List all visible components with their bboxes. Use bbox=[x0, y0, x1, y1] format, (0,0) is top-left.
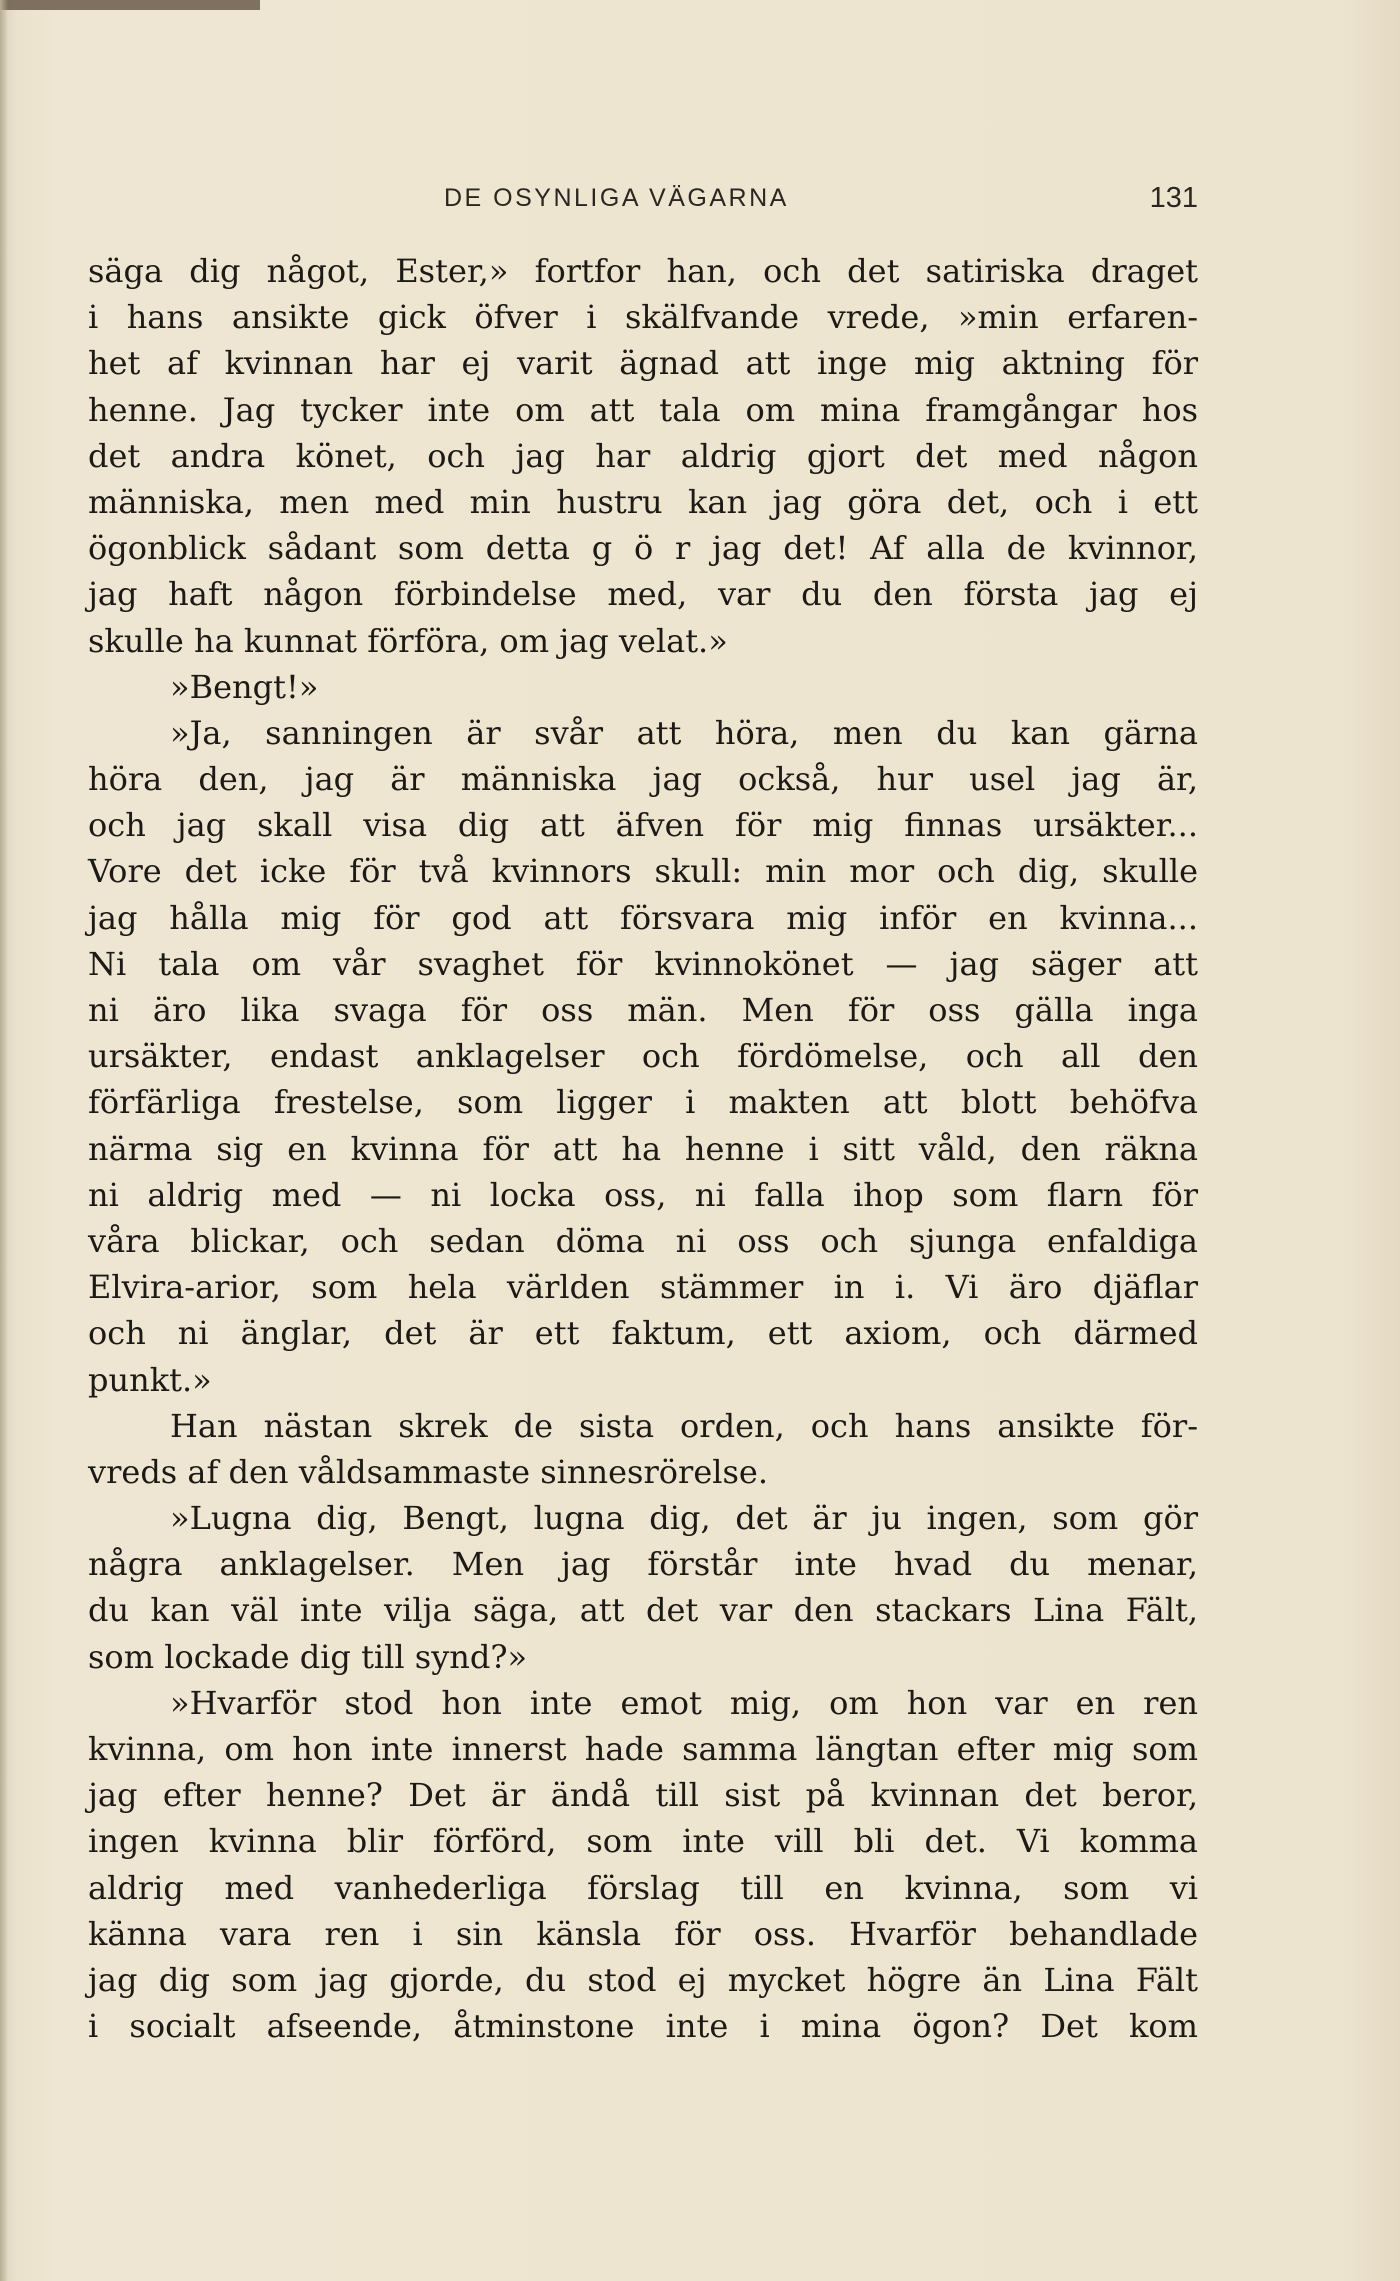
page-number: 131 bbox=[1149, 182, 1198, 214]
text-line: människa, men med min hustru kan jag göra det, och i ett bbox=[88, 482, 1198, 521]
text-line: jag dig som jag gjorde, du stod ej mycket högre än Lina Fält bbox=[88, 1960, 1198, 1999]
text-line: aldrig med vanhederliga förslag till en kvinna, som vi bbox=[88, 1868, 1198, 1907]
text-line: höra den, jag är människa jag också, hur usel jag är, bbox=[88, 760, 1198, 799]
text-line: i socialt afseende, åtminstone inte i mina ögon? Det kom bbox=[88, 2007, 1198, 2046]
body-text bbox=[88, 248, 1198, 2049]
text-line: »Ja, sanningen är svår att höra, men du kan gärna bbox=[170, 713, 1198, 752]
text-line: ögonblick sådant som detta g ö r jag det! Af alla de kvinnor, bbox=[88, 529, 1198, 568]
text-line: punkt.» bbox=[88, 1360, 212, 1399]
text-line: ni aldrig med — ni locka oss, ni falla ihop som flarn för bbox=[88, 1175, 1198, 1214]
text-line: jag haft någon förbindelse med, var du den första jag ej bbox=[88, 575, 1198, 614]
text-line: kvinna, om hon inte innerst hade samma längtan efter mig som bbox=[88, 1730, 1198, 1768]
text-line: jag efter henne? Det är ändå till sist på kvinnan det beror, bbox=[88, 1776, 1198, 1815]
header-title: DE OSYNLIGA VÄGARNA bbox=[444, 184, 789, 212]
running-header bbox=[88, 178, 1198, 224]
text-line: i hans ansikte gick öfver i skälfvande vrede, »min erfaren- bbox=[88, 298, 1198, 337]
text-line: jag hålla mig för god att försvara mig inför en kvinna... bbox=[88, 898, 1198, 937]
text-line: som lockade dig till synd?» bbox=[88, 1637, 528, 1676]
text-line: förfärliga frestelse, som ligger i makten att blott behöfva bbox=[88, 1083, 1198, 1122]
text-line: Vore det icke för två kvinnors skull: min mor och dig, skulle bbox=[88, 852, 1198, 891]
text-line: »Lugna dig, Bengt, lugna dig, det är ju ingen, som gör bbox=[170, 1499, 1198, 1538]
text-line: Elvira-arior, som hela världen stämmer in i. Vi äro djäflar bbox=[88, 1268, 1198, 1307]
text-line: känna vara ren i sin känsla för oss. Hvarför behandlade bbox=[88, 1914, 1198, 1953]
text-line: ingen kvinna blir förförd, som inte vill bli det. Vi komma bbox=[88, 1822, 1198, 1861]
text-line: och ni änglar, det är ett faktum, ett axiom, och därmed bbox=[88, 1314, 1198, 1353]
text-line: våra blickar, och sedan döma ni oss och sjunga enfaldiga bbox=[88, 1221, 1198, 1260]
text-line: »Hvarför stod hon inte emot mig, om hon var en ren bbox=[170, 1683, 1198, 1722]
text-line: vreds af den våldsammaste sinnesrörelse. bbox=[88, 1452, 769, 1491]
text-line: skulle ha kunnat förföra, om jag velat.» bbox=[88, 621, 728, 660]
scan-edge-strip bbox=[0, 0, 260, 10]
text-line: het af kvinnan har ej varit ägnad att inge mig aktning för bbox=[88, 344, 1198, 383]
text-line: och jag skall visa dig att äfven för mig finnas ursäkter... bbox=[88, 806, 1198, 845]
text-line: ni äro lika svaga för oss män. Men för oss gälla inga bbox=[88, 991, 1198, 1029]
text-line: henne. Jag tycker inte om att tala om mina framgångar hos bbox=[88, 390, 1198, 429]
text-line: »Bengt!» bbox=[170, 667, 319, 706]
page-gutter-shadow bbox=[0, 0, 8, 2281]
text-line: Han nästan skrek de sista orden, och hans ansikte för- bbox=[170, 1406, 1198, 1445]
text-line: närma sig en kvinna för att ha henne i sitt våld, den räkna bbox=[88, 1129, 1198, 1168]
text-line: några anklagelser. Men jag förstår inte hvad du menar, bbox=[88, 1545, 1198, 1584]
text-line: det andra könet, och jag har aldrig gjort det med någon bbox=[88, 436, 1198, 475]
text-line: Ni tala om vår svaghet för kvinnokönet — jag säger att bbox=[88, 944, 1198, 983]
text-line: säga dig något, Ester,» fortfor han, och det satiriska draget bbox=[88, 252, 1198, 290]
text-line: du kan väl inte vilja säga, att det var den stackars Lina Fält, bbox=[88, 1591, 1198, 1630]
text-line: ursäkter, endast anklagelser och fördömelse, och all den bbox=[88, 1037, 1198, 1076]
